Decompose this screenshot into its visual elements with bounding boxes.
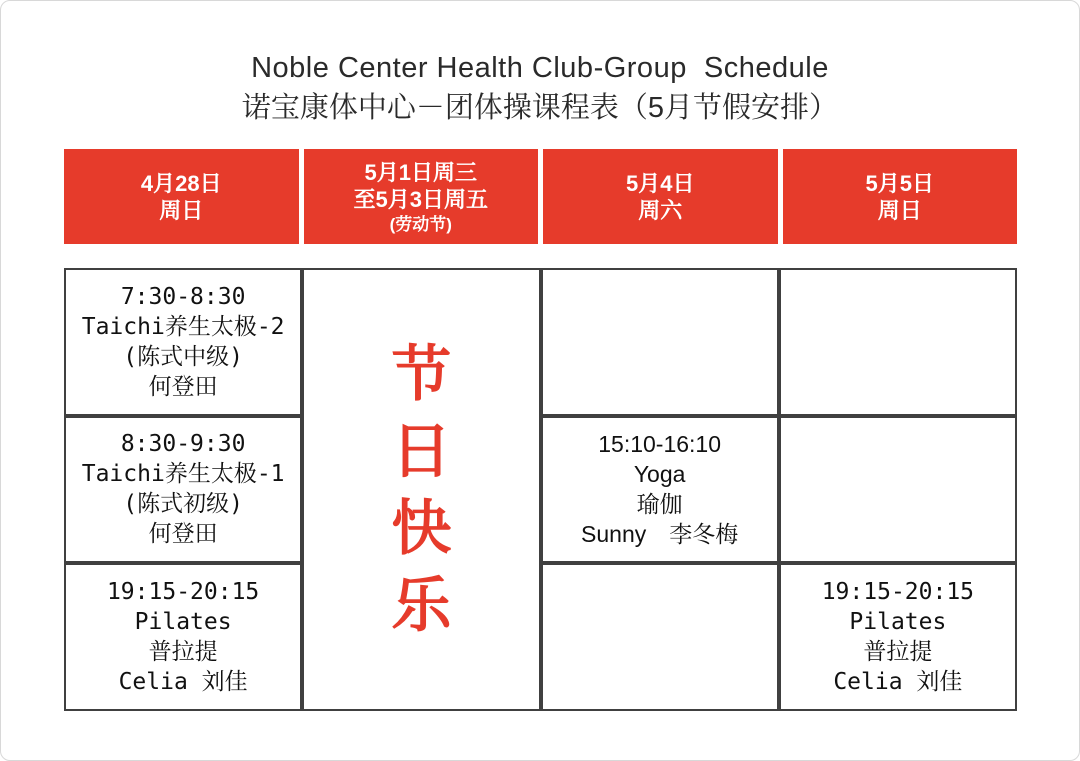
header-weekday: 周日	[159, 197, 204, 223]
class-instructor: 何登田	[148, 521, 218, 548]
header-holiday-note: (劳动节)	[389, 214, 452, 234]
class-instructor: Sunny 李冬梅	[581, 521, 739, 548]
page-title-zh: 诺宝康体中心－团体操课程表（5月节假安排）	[241, 92, 839, 124]
class-name: Taichi养生太极-1	[81, 461, 285, 488]
class-name: Pilates	[134, 609, 232, 636]
class-time: 7:30-8:30	[120, 283, 246, 310]
class-name-zh: 普拉提	[148, 639, 218, 666]
cell-may5-row1-empty	[779, 268, 1017, 416]
header-cell-may1-3	[304, 149, 539, 244]
cell-holiday-merged	[302, 268, 540, 711]
cell-may5-row2-empty	[779, 416, 1017, 564]
class-name: Yoga	[633, 461, 686, 488]
class-name-zh: 瑜伽	[636, 491, 683, 518]
class-instructor: 何登田	[148, 373, 218, 400]
cell-apr28-taichi1	[64, 416, 302, 564]
title-block	[1, 51, 1079, 125]
class-name: Taichi养生太极-2	[81, 313, 285, 340]
table-header-row	[64, 149, 1017, 244]
cell-may4-row3-empty	[541, 563, 779, 711]
class-time: 15:10-16:10	[598, 431, 722, 458]
page-title-en: Noble Center Health Club-Group Schedule	[251, 52, 829, 84]
class-name-zh: 普拉提	[863, 639, 933, 666]
cell-apr28-taichi2	[64, 268, 302, 416]
cell-may4-yoga	[541, 416, 779, 564]
header-date: 4月28日	[140, 170, 222, 196]
header-weekday: 周日	[877, 197, 922, 223]
class-instructor: Celia 刘佳	[833, 669, 963, 696]
header-weekday: 周六	[638, 197, 683, 223]
cell-apr28-pilates	[64, 563, 302, 711]
class-instructor: Celia 刘佳	[118, 669, 248, 696]
cell-may5-pilates	[779, 563, 1017, 711]
header-date-range: 至5月3日周五	[353, 186, 488, 212]
header-cell-may5	[783, 149, 1018, 244]
class-name: Pilates	[849, 609, 947, 636]
cell-may4-row1-empty	[541, 268, 779, 416]
class-time: 8:30-9:30	[120, 431, 246, 458]
holiday-message: 节日快乐	[391, 340, 452, 639]
header-date: 5月4日	[626, 170, 695, 196]
class-time: 19:15-20:15	[106, 579, 260, 606]
header-cell-may4	[543, 149, 778, 244]
class-time: 19:15-20:15	[821, 579, 975, 606]
class-level: (陈式初级)	[123, 491, 243, 518]
header-date: 5月1日周三	[364, 159, 477, 185]
class-level: (陈式中级)	[123, 343, 243, 370]
header-cell-apr28	[64, 149, 299, 244]
header-date: 5月5日	[865, 170, 934, 196]
schedule-grid	[64, 268, 1017, 711]
